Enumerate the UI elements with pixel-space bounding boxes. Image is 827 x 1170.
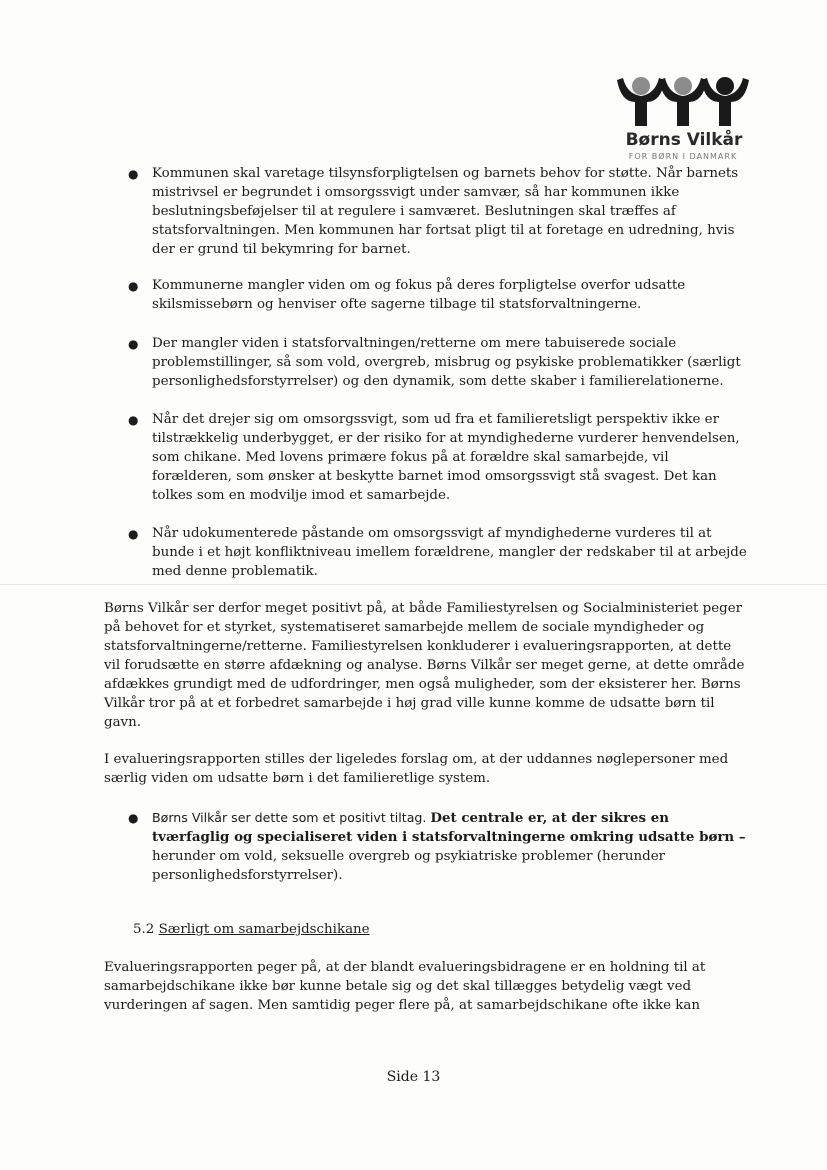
- bullet-item: [152, 334, 741, 391]
- body-paragraph: [104, 599, 744, 732]
- bullet-marker: ●: [128, 811, 139, 825]
- borns-vilkar-logo: [613, 72, 753, 164]
- section-heading: [133, 920, 370, 939]
- logo-name: Børns Vilkår: [625, 130, 743, 150]
- bullet-marker: ●: [128, 527, 139, 541]
- text-run: Børns Vilkår ser dette som et positivt tiltag.: [152, 810, 431, 825]
- text-line: herunder om vold, seksuelle overgreb og psykiatriske problemer (herunder: [152, 849, 666, 864]
- text-line: på behovet for et styrket, systematiseret samarbejde mellem de sociale myndigheder og: [104, 620, 705, 635]
- bullet-marker: ●: [128, 279, 139, 293]
- text-line: statsforvaltningen. Men kommunen har fortsat pligt til at foretage en udredning, hvis: [152, 223, 735, 238]
- emphasis-text: Det centrale er, at der sikres en: [430, 810, 669, 826]
- text-line: gavn.: [104, 715, 142, 730]
- bullet-item: [152, 524, 747, 581]
- text-line: Når udokumenterede påstande om omsorgssvigt af myndighederne vurderes til at: [152, 526, 712, 541]
- bullet-item: [152, 808, 746, 885]
- text-line: statsforvaltningerne/retterne. Familiestyrelsen konkluderer i evalueringsrapporten, at dette: [104, 639, 732, 654]
- bullet-item: [152, 410, 740, 505]
- bullet-marker: ●: [128, 337, 139, 351]
- text-line: skilsmissebørn og henviser ofte sagerne tilbage til statsforvaltningerne.: [152, 297, 642, 312]
- text-line: samarbejdschikane ikke bør kunne betale sig og det skal tillægges betydelig vægt ved: [104, 979, 692, 994]
- text-line: tilstrækkelig underbygget, er der risiko for at myndighederne vurderer henvendelsen,: [152, 431, 740, 446]
- text-line: som chikane. Med lovens primære fokus på at forældre skal samarbejde, vil: [152, 450, 669, 465]
- text-line: beslutningsbeføjelser til at regulere i samværet. Beslutningen skal træffes af: [152, 204, 676, 219]
- text-line: personlighedsforstyrrelser).: [152, 868, 343, 883]
- text-line: afdækkes grundigt med de udfordringer, men også muligheder, som der eksisterer her. Børns: [104, 677, 741, 692]
- text-line: forælderen, som ønsker at beskytte barnet imod omsorgssvigt stå svagest. Det kan: [152, 469, 717, 484]
- scan-divider: [0, 584, 827, 585]
- bullet-item: [152, 276, 685, 314]
- text-line: der er grund til bekymring for barnet.: [152, 242, 411, 257]
- text-line: Der mangler viden i statsforvaltningen/retterne om mere tabuiserede sociale: [152, 336, 677, 351]
- bullet-marker: ●: [128, 413, 139, 427]
- text-line: særlig viden om udsatte børn i det familieretlige system.: [104, 771, 491, 786]
- text-line: personlighedsforstyrrelser) og den dynamik, som dette skaber i familierelationerne.: [152, 374, 724, 389]
- text-line: Kommunen skal varetage tilsynsforpligtelsen og barnets behov for støtte. Når barnets: [152, 166, 739, 181]
- text-line: mistrivsel er begrundet i omsorgssvigt under samvær, så har kommunen ikke: [152, 185, 680, 200]
- text-line: vurderingen af sagen. Men samtidig peger flere på, at samarbejdschikane ofte ikke kan: [104, 998, 700, 1013]
- text-line: bunde i et højt konfliktniveau imellem forældrene, mangler der redskaber til at arbejde: [152, 545, 747, 560]
- text-line: med denne problematik.: [152, 564, 318, 579]
- text-line: Børns Vilkår ser derfor meget positivt på, at både Familiestyrelsen og Socialministeriet peger: [104, 601, 743, 616]
- body-paragraph: [104, 750, 728, 788]
- text-line: problemstillinger, så som vold, overgreb, misbrug og psykiske problematikker (særligt: [152, 355, 741, 370]
- bullet-marker: ●: [128, 167, 139, 181]
- body-paragraph: [104, 958, 705, 1015]
- text-line: Når det drejer sig om omsorgssvigt, som ud fra et familieretsligt perspektiv ikke er: [152, 412, 719, 427]
- children-figures-icon: [613, 72, 753, 132]
- section-number: 5.2: [133, 922, 159, 937]
- text-line: [152, 808, 746, 828]
- logo-tagline: FOR BØRN I DANMARK: [628, 152, 738, 161]
- text-line: I evalueringsrapporten stilles der ligeledes forslag om, at der uddannes nøglepersoner med: [104, 752, 729, 767]
- text-line: Vilkår tror på at et forbedret samarbejde i høj grad ville kunne komme de udsatte børn til: [104, 696, 715, 711]
- section-title: Særligt om samarbejdschikane: [158, 922, 370, 937]
- text-line: Evalueringsrapporten peger på, at der blandt evalueringsbidragene er en holdning til at: [104, 960, 706, 975]
- text-line: [152, 828, 746, 847]
- text-line: tolkes som en modvilje imod et samarbejde.: [152, 488, 451, 503]
- page-number: Side 13: [386, 1069, 441, 1085]
- emphasis-text: tværfaglig og specialiseret viden i statsforvaltningerne omkring udsatte børn –: [152, 829, 746, 845]
- bullet-item: [152, 164, 738, 259]
- text-line: vil forudsætte en større afdækning og analyse. Børns Vilkår ser meget gerne, at dette område: [104, 658, 745, 673]
- text-line: Kommunerne mangler viden om og fokus på deres forpligtelse overfor udsatte: [152, 278, 686, 293]
